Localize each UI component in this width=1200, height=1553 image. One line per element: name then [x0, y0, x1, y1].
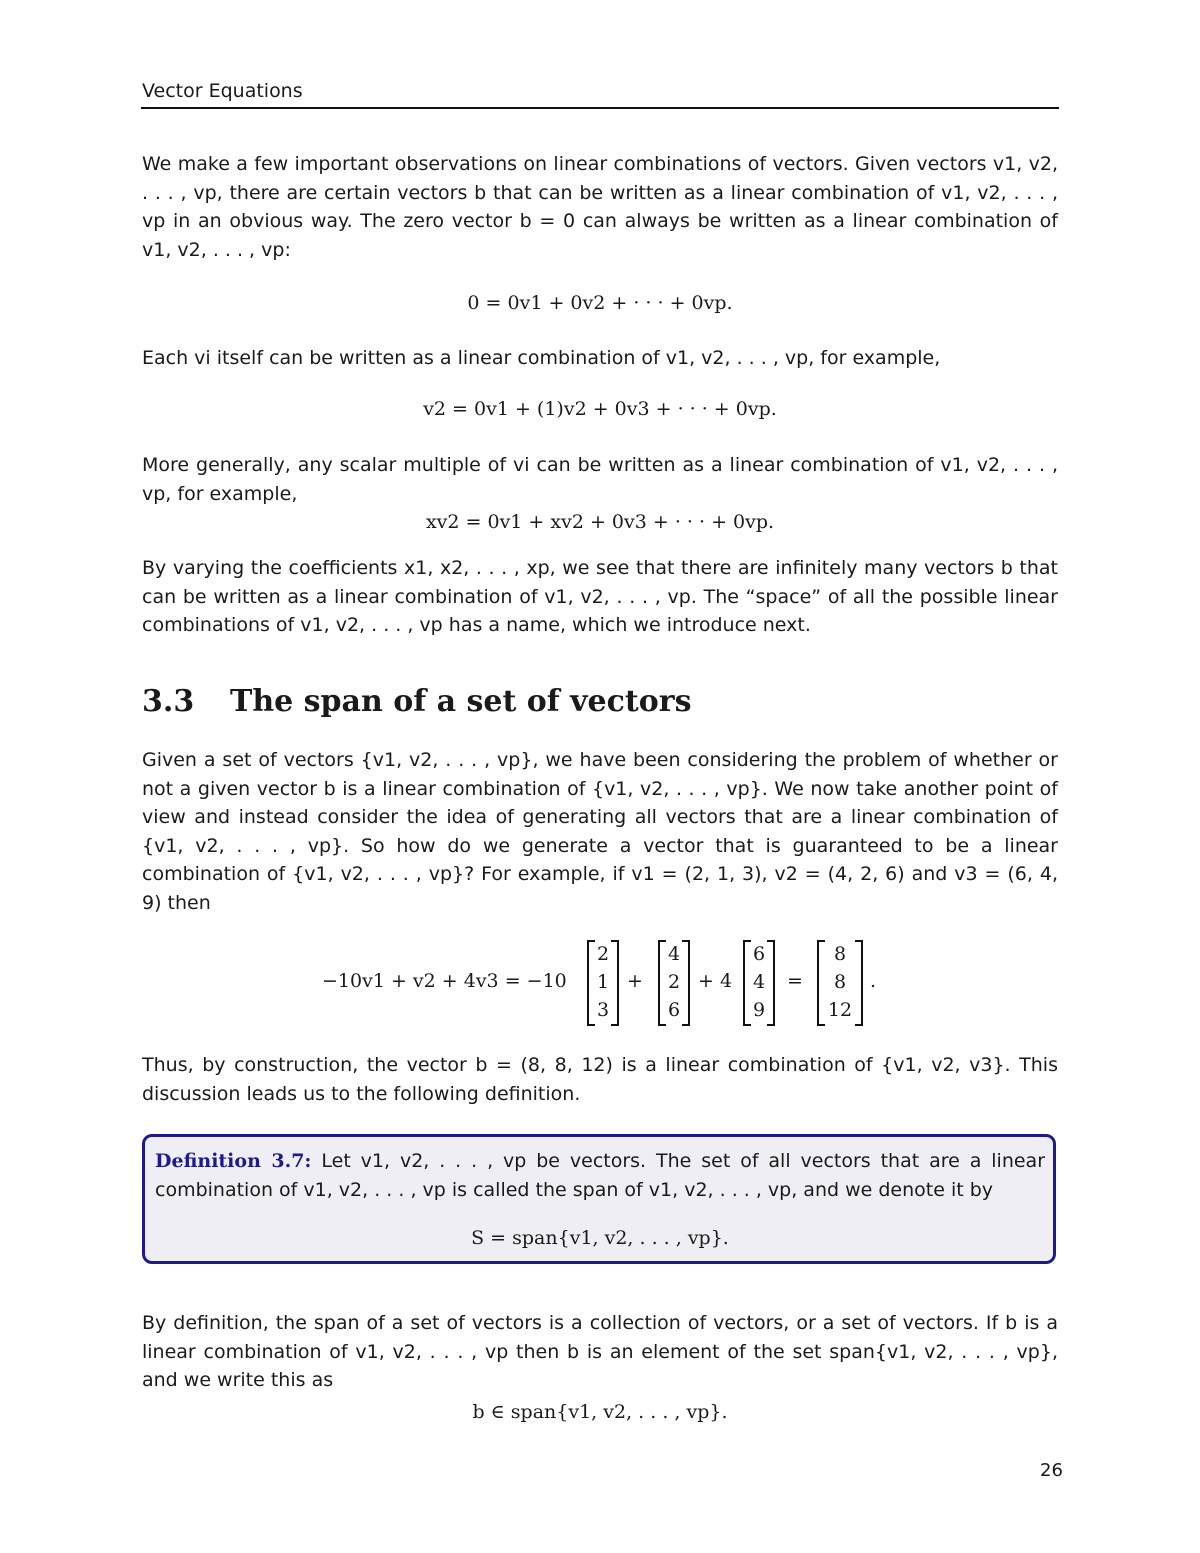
definition-title: Definition 3.7: [155, 1150, 312, 1172]
matrix-eq-lhs: −10v1 + v2 + 4v3 = −10 [322, 970, 567, 992]
matrix-eq-period: . [870, 970, 877, 992]
equation-zero-vector: 0 = 0v1 + 0v2 + · · · + 0vp. [467, 292, 733, 314]
header-rule [141, 107, 1059, 109]
definition-box [142, 1134, 1056, 1264]
paragraph-by-definition: By definition, the span of a set of vectors is a collection of vectors, or a set of vectors. If b is a linear combination of v1, v2, . . . , vp then b is an element of the set span{v1, v2, . . . , vp}, and we write this as [142, 1312, 1058, 1392]
vector-b [817, 940, 863, 1026]
section-title: The span of a set of vectors [230, 684, 692, 719]
vector-v3 [743, 940, 775, 1026]
paragraph-observations: We make a few important observations on linear combinations of vectors. Given vectors v1, v2, . . . , vp, there are certain vectors b that can be written as a linear combination of v1, v2, . . . , vp in an obvious way. The zero vector b = 0 can always be written as a linear combination of v1, v2, . . . , vp: [142, 153, 1058, 261]
matrix-entry: 2 [596, 943, 610, 965]
definition-text: Let v1, v2, . . . , vp be vectors. The set of all vectors that are a linear combination of v1, v2, . . . , vp is called the span of v1, v2, . . . , vp, and we denote it by [155, 1150, 1046, 1201]
paragraph-construction: Thus, by construction, the vector b = (8, 8, 12) is a linear combination of {v1, v2, v3}. This discussion leads us to the following definition. [142, 1054, 1058, 1105]
paragraph-varying-coefficients: By varying the coefficients x1, x2, . . . , xp, we see that there are infinitely many vectors b that can be written as a linear combination of v1, v2, . . . , vp. The “space” of all the possible linear combinations of v1, v2, . . . , vp has a name, which we introduce next. [142, 557, 1058, 637]
definition-text-block [155, 1147, 1045, 1204]
matrix-entry: 3 [596, 999, 610, 1021]
vector-v2 [658, 940, 690, 1026]
matrix-entry: 6 [667, 999, 681, 1021]
section-number: 3.3 [142, 684, 195, 719]
matrix-eq-plus-4: + 4 [698, 970, 733, 992]
paragraph-each-vi: Each vi itself can be written as a linear combination of v1, v2, . . . , vp, for example, [142, 347, 941, 369]
matrix-entry: 4 [752, 971, 766, 993]
equation-v2: v2 = 0v1 + (1)v2 + 0v3 + · · · + 0vp. [423, 398, 777, 420]
equation-xv2: xv2 = 0v1 + xv2 + 0v3 + · · · + 0vp. [425, 511, 775, 533]
vector-v1 [587, 940, 619, 1026]
matrix-entry: 4 [667, 943, 681, 965]
running-header: Vector Equations [142, 80, 303, 102]
matrix-entry: 12 [827, 999, 853, 1021]
matrix-equation [300, 940, 900, 1030]
matrix-entry: 9 [752, 999, 766, 1021]
section-heading [142, 684, 691, 719]
matrix-entry: 8 [833, 943, 847, 965]
paragraph-given-set: Given a set of vectors {v1, v2, . . . , vp}, we have been considering the problem of whether or not a given vector b is a linear combination of {v1, v2, . . . , vp}. We now take another point of view and instead consider the idea of generating all vectors that are a linear combination of {v1, v2, . . . , vp}. So how do we generate a vector that is guaranteed to be a linear combination of {v1, v2, . . . , vp}? For example, if v1 = (2, 1, 3), v2 = (4, 2, 6) and v3 = (6, 4, 9) then [142, 749, 1058, 914]
matrix-entry: 6 [752, 943, 766, 965]
equation-membership: b ∈ span{v1, v2, . . . , vp}. [472, 1401, 728, 1423]
matrix-eq-plus: + [627, 970, 643, 992]
matrix-entry: 1 [596, 971, 610, 993]
matrix-entry: 8 [833, 971, 847, 993]
matrix-eq-equals: = [787, 970, 803, 992]
page-number: 26 [1040, 1460, 1063, 1481]
matrix-entry: 2 [667, 971, 681, 993]
definition-equation: S = span{v1, v2, . . . , vp}. [471, 1227, 729, 1249]
paragraph-scalar-multiple: More generally, any scalar multiple of vi can be written as a linear combination of v1, v2, . . . , vp, for example, [142, 454, 1058, 505]
